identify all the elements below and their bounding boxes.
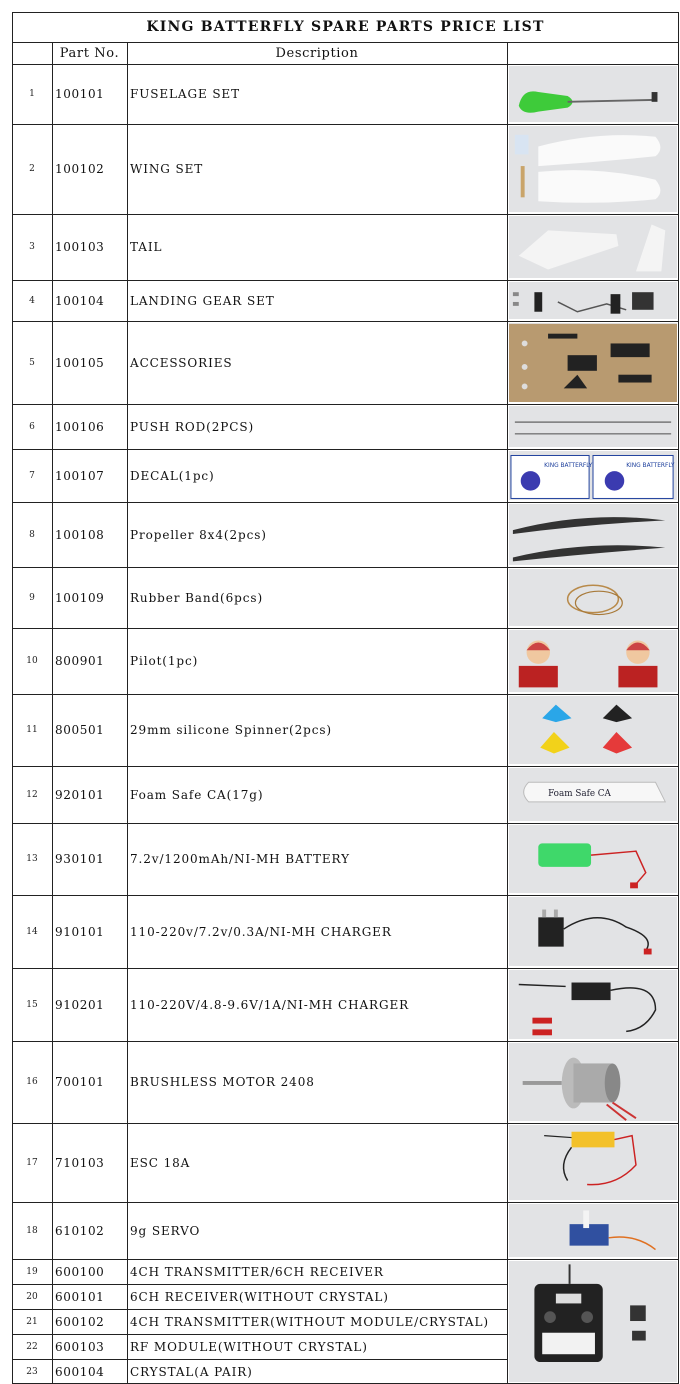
part-description: ESC 18A xyxy=(130,1155,191,1170)
row-number: 15 xyxy=(26,999,38,1010)
part-number: 600102 xyxy=(55,1314,105,1329)
part-description: Rubber Band(6pcs) xyxy=(130,590,264,605)
esc-image xyxy=(509,1125,677,1200)
part-description: ACCESSORIES xyxy=(130,355,233,370)
fuselage-image xyxy=(509,66,677,122)
ca-tube-image xyxy=(509,768,677,821)
ca-tube-label: Foam Safe CA xyxy=(548,788,611,799)
row-number: 12 xyxy=(26,789,38,800)
part-description: 29mm silicone Spinner(2pcs) xyxy=(130,723,332,737)
row-number: 10 xyxy=(26,656,38,666)
part-description: 110-220V/4.8-9.6V/1A/NI-MH CHARGER xyxy=(130,997,410,1012)
decal-text: KING BATTERFLY xyxy=(626,463,675,470)
decal-image xyxy=(509,451,677,500)
header-index xyxy=(12,43,52,64)
part-description: RF MODULE(WITHOUT CRYSTAL) xyxy=(130,1339,368,1354)
pilot-image xyxy=(509,630,677,692)
row-number: 8 xyxy=(29,529,35,540)
part-number: 100107 xyxy=(55,468,105,483)
page-title: KING BATTERFLY SPARE PARTS PRICE LIST xyxy=(146,19,545,35)
charger-image xyxy=(509,897,677,966)
part-number: 100102 xyxy=(55,162,105,176)
part-description: BRUSHLESS MOTOR 2408 xyxy=(130,1075,315,1089)
part-number: 100103 xyxy=(55,240,105,254)
part-number: 100106 xyxy=(55,419,105,434)
part-number: 600104 xyxy=(55,1364,105,1379)
row-number: 18 xyxy=(26,1225,38,1236)
row-number: 3 xyxy=(29,242,35,252)
row-number: 2 xyxy=(29,164,35,174)
row-number: 23 xyxy=(26,1366,38,1377)
part-number: 600103 xyxy=(55,1339,105,1354)
part-description: PUSH ROD(2PCS) xyxy=(130,419,255,434)
part-description: 6CH RECEIVER(WITHOUT CRYSTAL) xyxy=(130,1289,389,1304)
part-number: 600101 xyxy=(55,1289,105,1304)
part-number: 100108 xyxy=(55,527,105,542)
grid-line-horizontal xyxy=(12,42,679,43)
part-number: 700101 xyxy=(55,1075,105,1089)
part-number: 910201 xyxy=(55,997,105,1012)
transmitter-set-image xyxy=(509,1261,677,1382)
part-description: 4CH TRANSMITTER(WITHOUT MODULE/CRYSTAL) xyxy=(130,1314,489,1329)
part-description: Foam Safe CA(17g) xyxy=(130,787,264,802)
part-description: LANDING GEAR SET xyxy=(130,293,275,308)
header-image xyxy=(507,43,679,64)
part-number: 100105 xyxy=(55,355,105,370)
row-number: 17 xyxy=(26,1157,38,1168)
part-description: 4CH TRANSMITTER/6CH RECEIVER xyxy=(130,1264,384,1279)
part-description: Pilot(1pc) xyxy=(130,654,199,668)
row-number: 14 xyxy=(26,926,38,937)
motor-image xyxy=(509,1043,677,1121)
row-number: 11 xyxy=(26,725,38,735)
part-number: 100104 xyxy=(55,293,105,308)
part-number: 800501 xyxy=(55,723,105,737)
row-number: 20 xyxy=(26,1291,38,1302)
spinner-image xyxy=(509,696,677,764)
battery-image xyxy=(509,825,677,893)
part-description: DECAL(1pc) xyxy=(130,468,215,483)
part-number: 100109 xyxy=(55,590,105,605)
grid-line-vertical xyxy=(678,12,679,1384)
part-number: 910101 xyxy=(55,924,105,939)
row-number: 19 xyxy=(26,1266,38,1277)
part-number: 100101 xyxy=(55,87,105,101)
row-number: 21 xyxy=(26,1316,38,1327)
row-number: 16 xyxy=(26,1077,38,1087)
propeller-image xyxy=(509,504,677,565)
grid-line-vertical xyxy=(507,42,508,1384)
part-number: 610102 xyxy=(55,1223,105,1238)
part-description: 7.2v/1200mAh/NI-MH BATTERY xyxy=(130,852,350,866)
row-number: 9 xyxy=(29,592,35,603)
part-description: Propeller 8x4(2pcs) xyxy=(130,527,267,542)
decal-text: KING BATTERFLY xyxy=(544,463,593,470)
push-rod-image xyxy=(509,406,677,447)
part-number: 710103 xyxy=(55,1155,105,1170)
servo-image xyxy=(509,1204,677,1257)
landing-gear-image xyxy=(509,282,677,319)
tail-image xyxy=(509,216,677,278)
row-number: 7 xyxy=(29,470,35,481)
header-description: Description xyxy=(275,46,359,61)
part-number: 600100 xyxy=(55,1264,105,1279)
part-description: CRYSTAL(A PAIR) xyxy=(130,1364,253,1379)
part-description: TAIL xyxy=(130,240,163,254)
row-number: 13 xyxy=(26,854,38,864)
part-number: 800901 xyxy=(55,654,105,668)
row-number: 5 xyxy=(29,357,35,368)
row-number: 22 xyxy=(26,1341,38,1352)
part-number: 930101 xyxy=(55,852,105,866)
charger-1a-image xyxy=(509,970,677,1039)
wing-set-image xyxy=(509,126,677,212)
accessories-image xyxy=(509,323,677,402)
row-number: 1 xyxy=(29,89,35,99)
grid-line-horizontal xyxy=(12,12,679,13)
header-part-no: Part No. xyxy=(59,46,120,61)
row-number: 6 xyxy=(29,421,35,432)
part-number: 920101 xyxy=(55,787,105,802)
rubber-band-image xyxy=(509,569,677,626)
part-description: WING SET xyxy=(130,162,204,176)
part-description: 9g SERVO xyxy=(130,1223,201,1238)
part-description: FUSELAGE SET xyxy=(130,87,240,101)
part-description: 110-220v/7.2v/0.3A/NI-MH CHARGER xyxy=(130,924,392,939)
row-number: 4 xyxy=(29,295,35,306)
